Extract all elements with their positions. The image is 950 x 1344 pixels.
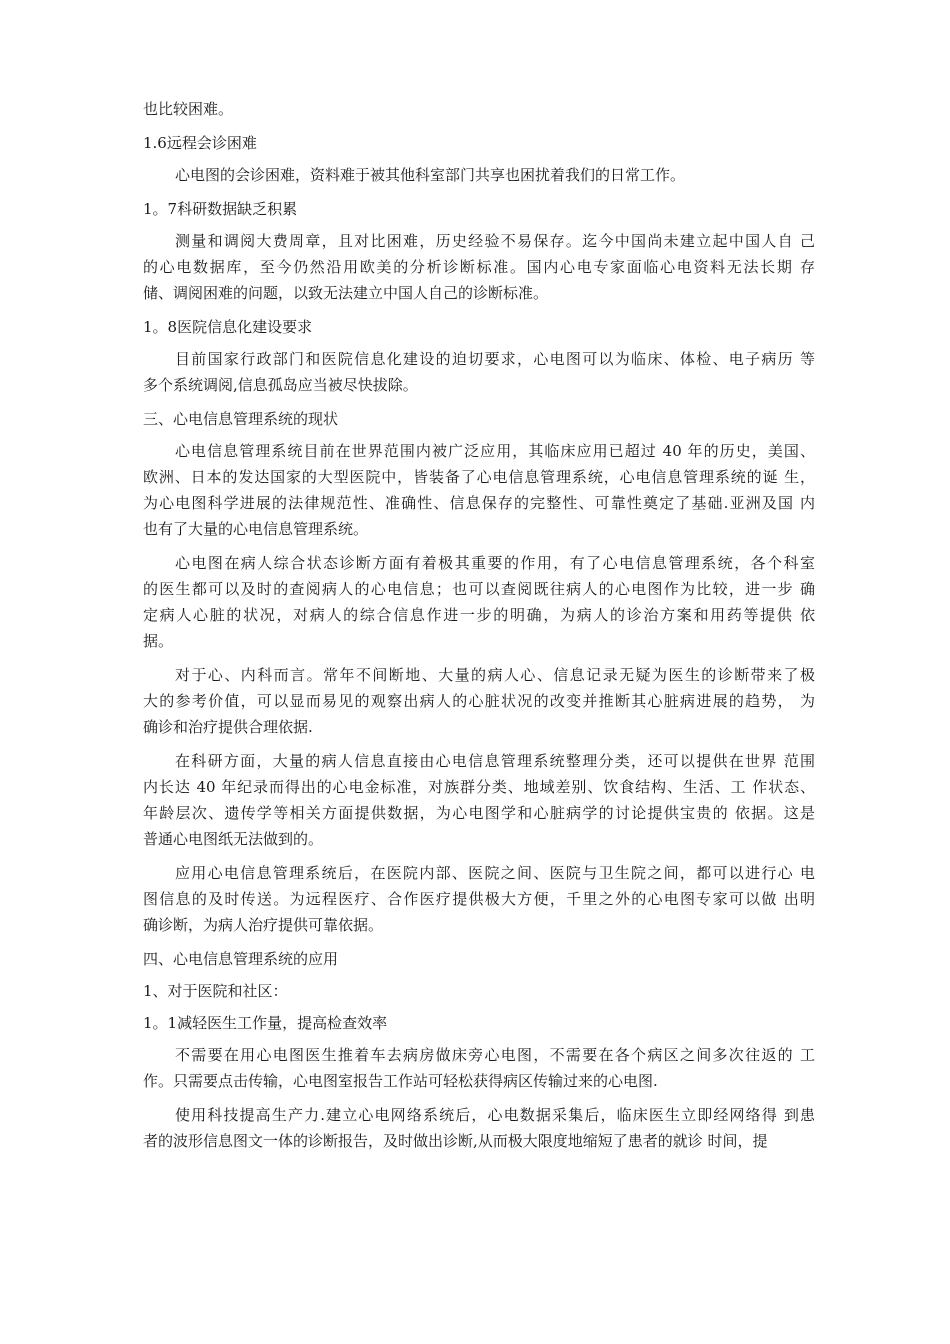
- section-heading: [143, 130, 815, 156]
- section-heading: [143, 946, 815, 972]
- text-line: 心电图在病人综合状态诊断方面有着极其重要的作用，有了心电信息管理系统，各个科室: [175, 554, 815, 572]
- text-line: 1。7科研数据缺乏积累: [143, 200, 298, 218]
- text-line: 确诊断，为病人治疗提供可靠依据。: [143, 916, 384, 934]
- text-line: 1。1减轻医生工作量，提高检查效率: [143, 1014, 388, 1032]
- text-line: 为心电图科学进展的法律规范性、准确性、信息保存的完整性、可靠性奠定了基础.亚洲及国 内: [143, 494, 815, 512]
- text-line: 也有了大量的心电信息管理系统。: [143, 520, 369, 538]
- paragraph: [143, 438, 815, 542]
- paragraph: [143, 662, 815, 740]
- text-line: 测量和调阅大费周章，且对比困难，历史经验不易保存。迄今中国尚未建立起中国人自 己: [175, 232, 815, 250]
- section-heading: [143, 1010, 815, 1036]
- text-line: 心电信息管理系统目前在世界范围内被广泛应用，其临床应用已超过 40 年的历史，美国、: [175, 442, 815, 460]
- text-line: 欧洲、日本的发达国家的大型医院中，皆装备了心电信息管理系统，心电信息管理系统的诞 生，: [143, 468, 815, 486]
- text-line: 图信息的及时传送。为远程医疗、合作医疗提供极大方便，千里之外的心电图专家可以做 出明: [143, 890, 815, 908]
- text-line: 普通心电图纸无法做到的。: [143, 830, 324, 848]
- text-line: 据。: [143, 632, 174, 650]
- paragraph: [143, 550, 815, 654]
- text-line: 心电图的会诊困难，资料难于被其他科室部门共享也困扰着我们的日常工作。: [175, 166, 686, 184]
- text-line: 作。只需要点击传输，心电图室报告工作站可轻松获得病区传输过来的心电图.: [143, 1072, 658, 1090]
- paragraph: [143, 162, 815, 188]
- section-heading: [143, 406, 815, 432]
- text-line: 不需要在用心电图医生推着车去病房做床旁心电图，不需要在各个病区之间多次往返的 工: [175, 1046, 815, 1064]
- text-line: 定病人心脏的状况，对病人的综合信息作进一步的明确，为病人的诊治方案和用药等提供 依: [143, 606, 815, 624]
- paragraph: [143, 346, 815, 398]
- paragraph: [143, 1102, 815, 1154]
- section-heading: [143, 196, 815, 222]
- text-line: 1.6远程会诊困难: [143, 134, 257, 152]
- text-line: 四、心电信息管理系统的应用: [143, 950, 339, 968]
- text-line: 大的参考价值，可以显而易见的观察出病人的心脏状况的改变并推断其心脏病进展的趋势， 为: [143, 692, 815, 710]
- section-heading: [143, 978, 815, 1004]
- text-line: 储、调阅困难的问题，以致无法建立中国人自己的诊断标准。: [143, 284, 549, 302]
- paragraph: [143, 1042, 815, 1094]
- text-line: 使用科技提高生产力.建立心电网络系统后，心电数据采集后，临床医生立即经网络得 到患: [175, 1106, 815, 1124]
- text-line: 目前国家行政部门和医院信息化建设的迫切要求，心电图可以为临床、体检、电子病历 等: [175, 350, 815, 368]
- text-line: 在科研方面，大量的病人信息直接由心电信息管理系统整理分类，还可以提供在世界 范围: [175, 752, 815, 770]
- text-line: 三、心电信息管理系统的现状: [143, 410, 339, 428]
- text-line: 多个系统调阅,信息孤岛应当被尽快拔除。: [143, 376, 418, 394]
- text-line: 内长达 40 年纪录而得出的心电金标准，对族群分类、地域差别、饮食结构、生活、工 作状态、: [143, 778, 815, 796]
- text-line: 应用心电信息管理系统后，在医院内部、医院之间、医院与卫生院之间，都可以进行心 电: [175, 864, 815, 882]
- document-body: [143, 96, 815, 1162]
- text-line: 的医生都可以及时的查阅病人的心电信息；也可以查阅既往病人的心电图作为比较，进一步 确: [143, 580, 815, 598]
- paragraph: [143, 748, 815, 852]
- text-line: 1、对于医院和社区：: [143, 982, 288, 1000]
- paragraph: [143, 228, 815, 306]
- text-line: 确诊和治疗提供合理依据.: [143, 718, 313, 736]
- paragraph: [143, 860, 815, 938]
- text-line: 1。8医院信息化建设要求: [143, 318, 313, 336]
- text-line: 者的波形信息图文一体的诊断报告，及时做出诊断,从而极大限度地缩短了患者的就诊 时间，提: [143, 1132, 768, 1150]
- text-fragment: [143, 96, 815, 122]
- text-line: 对于心、内科而言。常年不间断地、大量的病人心、信息记录无疑为医生的诊断带来了极: [175, 666, 815, 684]
- text-line: 年龄层次、遗传学等相关方面提供数据，为心电图学和心脏病学的讨论提供宝贵的 依据。这是: [143, 804, 815, 822]
- section-heading: [143, 314, 815, 340]
- text-line: 也比较困难。: [143, 100, 234, 118]
- text-line: 的心电数据库，至今仍然沿用欧美的分析诊断标准。国内心电专家面临心电资料无法长期 存: [143, 258, 815, 276]
